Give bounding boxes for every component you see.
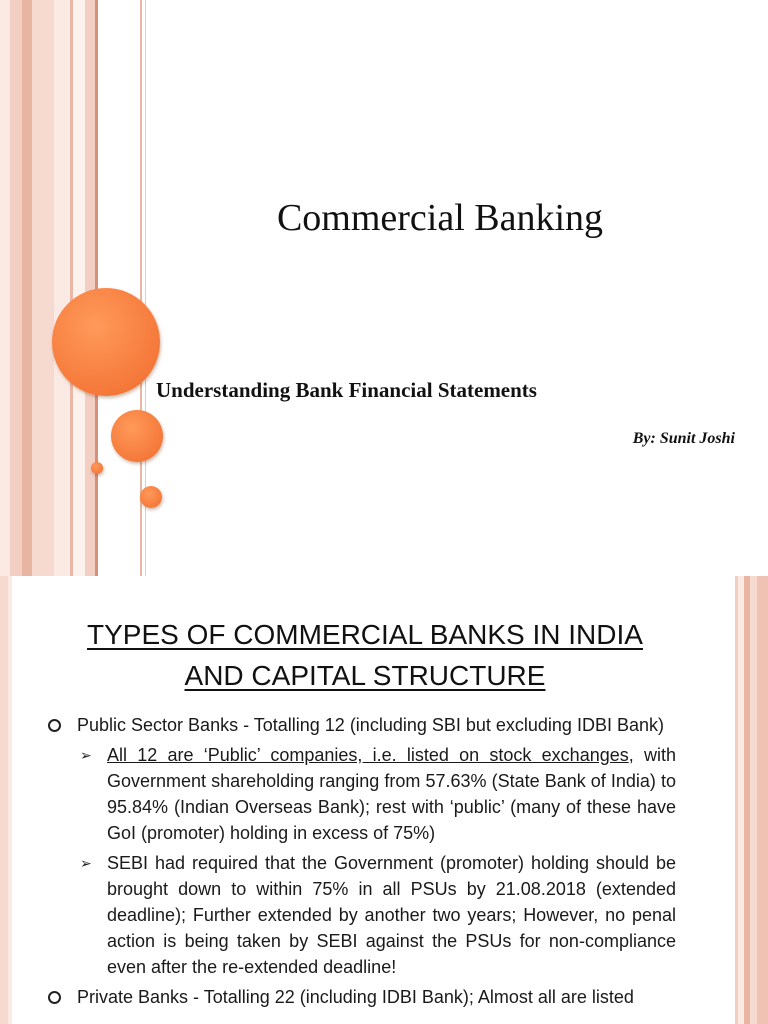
decorative-stripe — [54, 0, 70, 576]
decorative-stripe — [85, 0, 95, 576]
author-credit: By: Sunit Joshi — [632, 430, 735, 447]
bullet-list — [48, 712, 676, 1010]
list-item — [48, 712, 676, 738]
list-item-text: Private Banks - Totalling 22 (including IDBI Bank); Almost all are listed — [77, 987, 634, 1007]
sub-list-item — [48, 742, 676, 846]
decorative-circle-large — [52, 288, 160, 396]
decorative-stripe — [73, 0, 85, 576]
sub-list-item-text: , with Government shareholding ranging from 57.63% (State Bank of India) to 95.84% (Indian Overseas Bank); rest with ‘public’ (many of these have GoI (promoter) holding in excess of 75%) — [107, 745, 677, 843]
slide-title — [40, 614, 690, 696]
decorative-circle-small — [91, 462, 103, 474]
title-line: AND CAPITAL STRUCTURE — [184, 660, 546, 691]
decorative-stripe — [0, 576, 8, 1024]
underlined-text: All 12 are ‘Public’ companies, i.e. listed on stock exchanges — [107, 745, 629, 765]
decorative-stripe — [750, 576, 757, 1024]
list-item — [48, 984, 676, 1010]
decorative-circle-small — [140, 486, 162, 508]
circle-bullet-icon — [48, 719, 61, 732]
decorative-stripe — [8, 576, 12, 1024]
decorative-stripe — [32, 0, 54, 576]
slide-title: Commercial Banking — [276, 197, 604, 239]
decorative-stripe — [10, 0, 22, 576]
arrow-bullet-icon: ➢ — [80, 747, 92, 763]
slide-subtitle: Understanding Bank Financial Statements — [156, 378, 537, 402]
content-slide — [0, 576, 768, 1024]
decorative-stripe — [22, 0, 32, 576]
decorative-stripe — [0, 0, 10, 576]
decorative-circle-medium — [111, 410, 163, 462]
decorative-stripe — [757, 576, 768, 1024]
sub-list-item-text: SEBI had required that the Government (promoter) holding should be brought down to within 75% in all PSUs by 21.08.2018 (extended deadline); Further extended by another two years; However, no penal action is being taken by SEBI against the PSUs for non-compliance even after the re-extended deadline! — [107, 853, 676, 977]
title-line: TYPES OF COMMERCIAL BANKS IN INDIA — [87, 619, 643, 650]
list-item-text: Public Sector Banks - Totalling 12 (including SBI but excluding IDBI Bank) — [77, 715, 664, 735]
sub-list-item — [48, 850, 676, 980]
arrow-bullet-icon: ➢ — [80, 855, 92, 871]
circle-bullet-icon — [48, 991, 61, 1004]
